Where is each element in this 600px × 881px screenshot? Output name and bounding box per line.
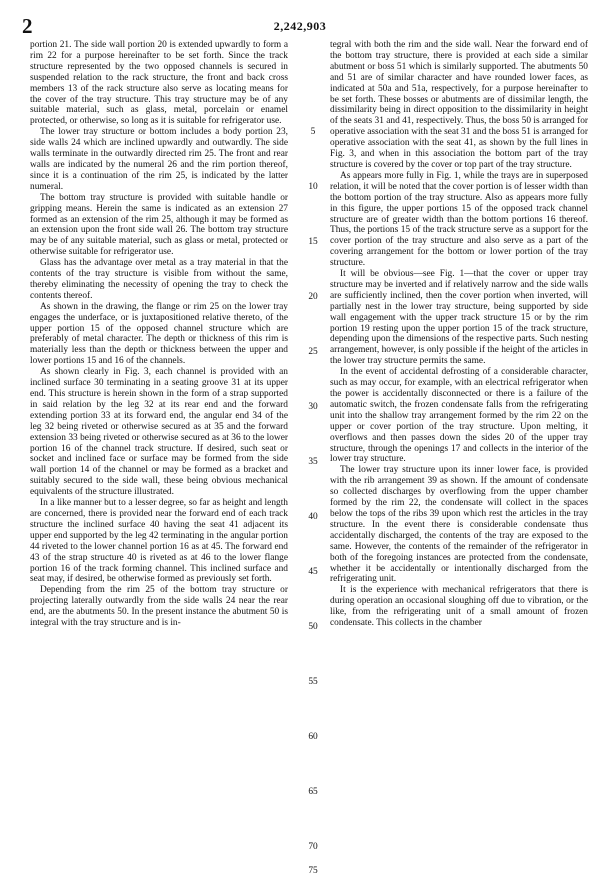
paragraph: In a like manner but to a lesser degree, so far as height and length are concerned, there is provided near the forward end of each track structure the inclined surface 40 having the seat 41 adjacent its upper end supported by the leg 42 terminating in the angular portion 44 riveted to the lower channel portion 16 as at 45. The forward end 43 of the strap structure 40 is riveted as at 46 to the lower flange portion 16 of the track forming channel. This inclined surface and seat may, if desired, be otherwise formed as previously set forth. <box>30 498 288 585</box>
line-number: 35 <box>308 457 318 467</box>
line-number: 25 <box>308 347 318 357</box>
patent-number: 2,242,903 <box>273 19 327 33</box>
paragraph: portion 21. The side wall portion 20 is extended upwardly to form a rim 22 for a purpose hereinafter to be set forth. Since the track structure represented by the two opposed channels is secured in suspended relation to the rack structure, the front and back cross members 13 of the rack structure also serve as locating means for the cover of the tray structure. This tray structure may be of any suitable material, such as glass, metal, porcelain or enamel protected, or otherwise, so long as it is suitable for refrigerator use. <box>30 40 288 127</box>
line-number-gutter <box>304 40 322 876</box>
line-number: 60 <box>308 732 318 742</box>
line-number: 30 <box>308 402 318 412</box>
line-number: 40 <box>308 512 318 522</box>
right-column <box>330 40 588 629</box>
line-number: 65 <box>308 787 318 797</box>
paragraph: The lower tray structure or bottom includes a body portion 23, side walls 24 which are inclined upwardly and outwardly. The side walls terminate in the outwardly directed rim 25. The front and rear walls are indicated by the numeral 26 and the rim portion thereof, since it is a continuation of the rim 25, is indicated by the latter numeral. <box>30 127 288 192</box>
paragraph: As shown clearly in Fig. 3, each channel is provided with an inclined surface 30 terminating in a seating groove 31 at its upper end. This structure is herein shown in the form of a strap supported in said relation by the leg 32 at its rear end and the forward extending portion 33 at its forward end, the angular end 34 of the leg 32 being riveted or otherwise secured as at 35 and the forward extension 33 being riveted or otherwise secured as at 36 to the lower portion 16 of the channel track structure. If desired, such seat or socket and inclined face or surface may be formed from the side wall portion 14 of the channel or may be formed as a bracket and suitably secured to the side wall, these being obvious mechanical equivalents of the structure illustrated. <box>30 367 288 498</box>
line-number: 20 <box>308 292 318 302</box>
line-number: 50 <box>308 622 318 632</box>
page-number: 2 <box>22 14 33 38</box>
page-header <box>0 14 600 38</box>
line-number: 75 <box>308 866 318 876</box>
paragraph: Glass has the advantage over metal as a tray material in that the contents of the tray structure is visible from without the same, thereby eliminating the necessity of opening the tray to check the contents thereof. <box>30 258 288 301</box>
paragraph: tegral with both the rim and the side wall. Near the forward end of the bottom tray structure, there is provided at each side a similar abutment or boss 51 which is similarly supported. The abutments 50 and 51 are of similar character and have rounded lower faces, as indicated at 50a and 51a, respectively, for a purpose hereinafter to be set forth. These bosses or abutments are of dissimilar length, the dissimilarity being in direct opposition to the dissimilarity in height of the seats 31 and 41, respectively. Thus, the boss 50 is arranged for operative association with the seat 31 and the boss 51 is arranged for operative association with the seat 41, as shown by the full lines in Fig. 3, and when in this association the bottom part of the tray structure is covered by the cover or top part of the tray structure. <box>330 40 589 170</box>
paragraph: In the event of accidental defrosting of a considerable character, such as may occur, for example, with an electrical refrigerator when the power is accidentally disconnected or there is a failure of the automatic switch, the frozen condensate falls from the refrigerating unit into the shallow tray arrangement formed by the rim 22 on the upper or cover portion of the tray structure. Upon melting, it overflows and then passes down the sides 20 of the upper tray structure, through the openings 17 and collects in the interior of the lower tray structure. <box>330 367 588 465</box>
line-number: 5 <box>310 127 316 137</box>
paragraph: Depending from the rim 25 of the bottom tray structure or projecting laterally outwardly from the side walls 24 near the rear end, are the abutments 50. In the present instance the abutment 50 is integral with the tray structure and is in- <box>30 585 288 629</box>
line-number: 55 <box>308 677 318 687</box>
line-number: 10 <box>308 182 318 192</box>
paragraph: It will be obvious—see Fig. 1—that the cover or upper tray structure may be inverted and if relatively narrow and the side walls are sufficiently inclined, then the cover portion when inverted, will partially nest in the lower tray structure, being supported by side wall engagement with the upper track structure 15 or by the rim portion 19 resting upon the upper portion 15 of the track structure, depending upon the dimensions of the respective parts. Such nesting arrangement, however, is only possible if the height of the articles in the lower tray structure permits the same. <box>330 269 588 367</box>
line-number: 45 <box>308 567 318 577</box>
paragraph: As shown in the drawing, the flange or rim 25 on the lower tray engages the underface, or is juxtapositioned relative thereto, of the upper portion 15 of the opposed channel structure which are preferably of metal character. The depth or thickness of this rim is materially less than the depth or thickness between the upper and lower portions 15 and 16 of the channels. <box>30 301 288 367</box>
paragraph: The lower tray structure upon its inner lower face, is provided with the rib arrangement 39 as shown. If the amount of condensate so collected discharges by overflowing from the upper chamber formed by the rim 22, the condensate will collect in the spaces below the tops of the ribs 39 upon which rest the articles in the tray structure. In the event there is considerable condensate thus accidentally discharged, the contents of the tray are exposed to the same. However, the contents of the remainder of the refrigerator in both of the foregoing instances are protected from the condensate, whether it be accidentally or intentionally discharged from the refrigerating unit. <box>330 465 588 585</box>
paragraph: It is the experience with mechanical refrigerators that there is during operation an occasional sloughing off due to vibration, or the like, from the refrigerating unit of a small amount of frozen condensate. This collects in the chamber <box>330 585 588 629</box>
left-column <box>30 40 288 629</box>
line-number: 70 <box>308 842 318 852</box>
paragraph: As appears more fully in Fig. 1, while the trays are in superposed relation, it will be noted that the cover portion is of lesser width than the bottom portion of the tray structure. Also as appears more fully in this figure, the upper portions 15 of the opposed track channel structure are of greater width than the bottom portions 16 thereof. Thus, the portions 15 of the track structure serve as a support for the cover portion of the tray structure and also serve as a part of the covering arrangement for the bottom or lower portion of the tray structure. <box>330 170 588 269</box>
line-number: 15 <box>308 237 318 247</box>
paragraph: The bottom tray structure is provided with suitable handle or gripping means. Herein the same is indicated as an extension 27 formed as an extension of the rim 25, although it may be formed as an extension upon the front side wall 26. The bottom tray structure may be of any suitable material, such as glass or metal, protected or otherwise suitable for refrigerator use. <box>30 192 288 258</box>
